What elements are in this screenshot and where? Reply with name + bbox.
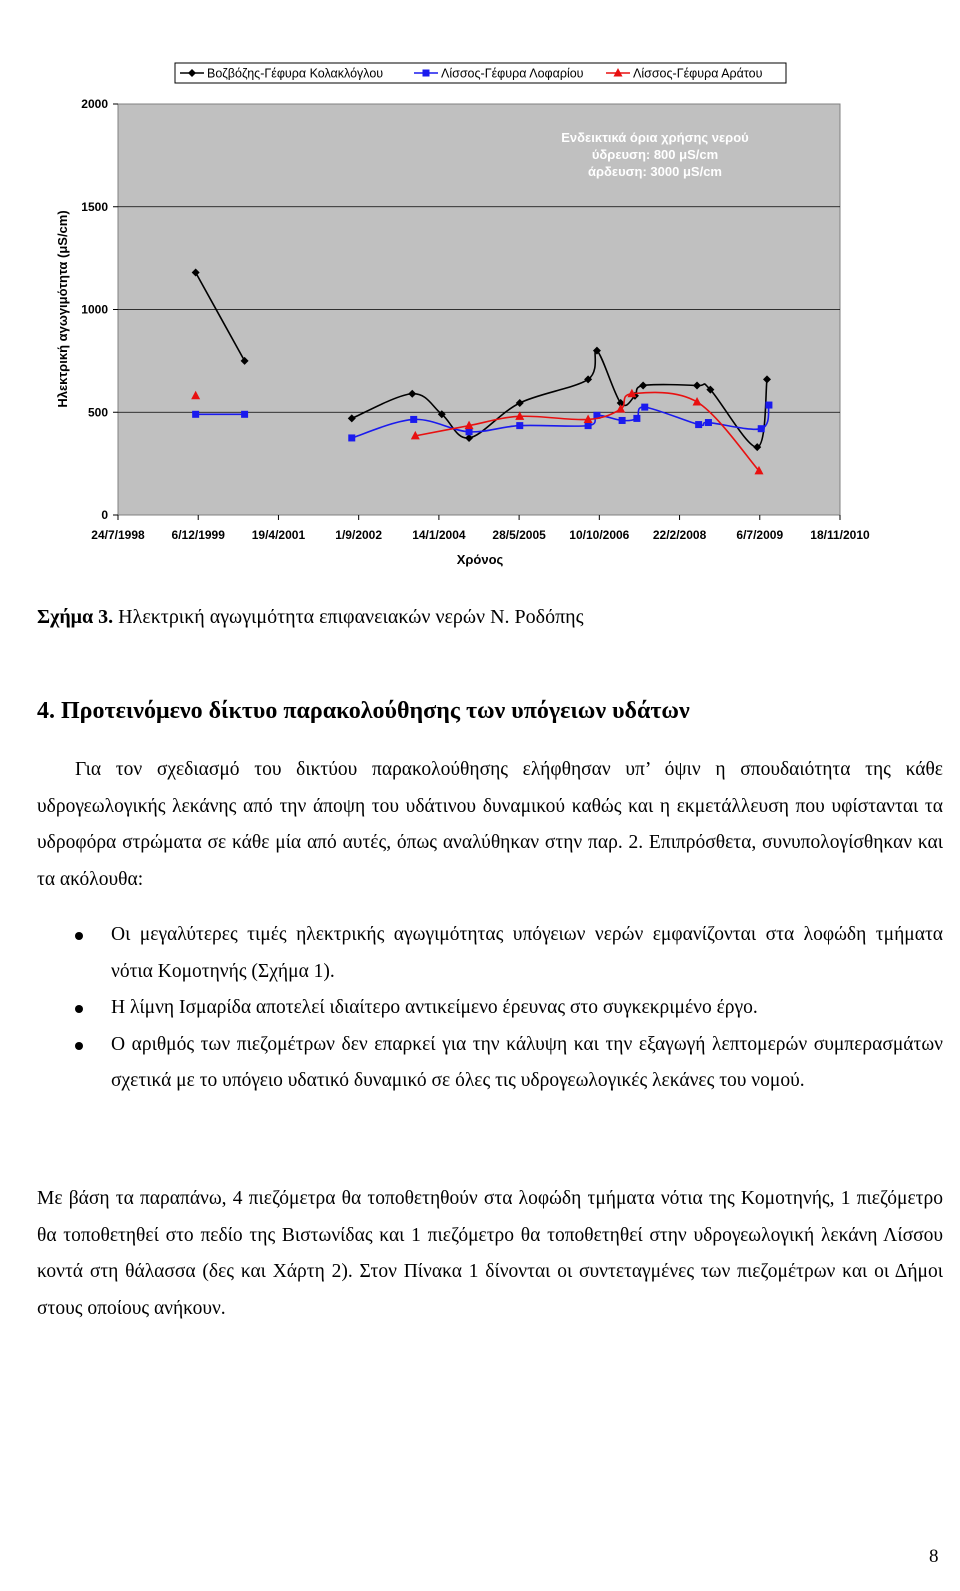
x-tick-label: 10/10/2006 (569, 528, 630, 542)
y-tick-label: 0 (101, 508, 108, 522)
series-point-2 (410, 416, 417, 423)
limits-annotation: ύδρευση: 800 μS/cm (591, 147, 719, 162)
x-tick-label: 28/5/2005 (492, 528, 546, 542)
x-tick-label: 24/7/1998 (91, 528, 145, 542)
paragraph-1: Για τον σχεδιασμό του δικτύου παρακολούθησης ελήφθησαν υπ’ όψιν η σπουδαιότητα της κάθε υδρογεωλογικής λεκάνης από την άποψη του υδάτινου δυναμικού καθώς και η εκμετάλλευση που υφίστανται τα υδροφόρα στρώματα σε κάθε μία από αυτές, όπως αναλύθηκαν στην παρ. 2. Επιπρόσθετα, συνυπολογίσθηκαν και τα ακόλουθα: (37, 759, 943, 890)
x-tick-label: 1/9/2002 (335, 528, 383, 542)
series-point-2 (641, 404, 648, 411)
legend-label: Βοζβόζης-Γέφυρα Κολακλόγλου (207, 66, 384, 81)
limits-annotation: Ενδεικτικά όρια χρήσης νερού (561, 130, 749, 145)
limits-annotation: άρδευση: 3000 μS/cm (588, 164, 722, 179)
bullet-item (37, 1027, 943, 1100)
caption-text: Ηλεκτρική αγωγιμότητα επιφανειακών νερών Ν. Ροδόπης (113, 606, 584, 628)
conductivity-chart (0, 0, 960, 590)
bullet-dot-icon (75, 1042, 83, 1050)
y-tick-label: 1000 (81, 302, 108, 317)
figure-caption (37, 606, 584, 629)
legend-label: Λίσσος-Γέφυρα Αράτου (633, 66, 763, 81)
bullet-list (37, 917, 943, 1100)
series-point-2 (585, 422, 592, 429)
legend-marker (423, 70, 430, 77)
legend-label: Λίσσος-Γέφυρα Λοφαρίου (441, 66, 584, 81)
bullet-dot-icon (75, 1005, 83, 1013)
x-tick-label: 14/1/2004 (412, 528, 466, 542)
y-tick-label: 1500 (81, 199, 108, 214)
paragraph-2: Με βάση τα παραπάνω, 4 πιεζόμετρα θα τοποθετηθούν στα λοφώδη τμήματα νότια της Κομοτηνής, 1 πιεζόμετρο θα τοποθετηθεί στο πεδίο της Βιστωνίδας και 1 πιεζόμετρο θα τοποθετηθεί στην υδρογεωλογική λεκάνη Λίσσου κοντά στη θάλασσα (δες και Χάρτη 2). Στον Πίνακα 1 δίνονται οι συντεταγμένες των πιεζομέτρων και οι Δήμοι στους οποίους ανήκουν. (37, 1188, 943, 1319)
page-number: 8 (929, 1546, 939, 1567)
bullet-text: Ο αριθμός των πιεζομέτρων δεν επαρκεί για την κάλυψη και την εξαγωγή λεπτομερών συμπερασμάτων σχετικά με το υπόγειο υδατικό δυναμικό σε όλες τις υδρογεωλογικές λεκάνες του νομού. (111, 1033, 943, 1091)
bullet-text: Η λίμνη Ισμαρίδα αποτελεί ιδιαίτερο αντικείμενο έρευνας στο συγκεκριμένο έργο. (111, 997, 758, 1018)
series-point-2 (619, 417, 626, 424)
bullet-text: Οι μεγαλύτερες τιμές ηλεκτρικής αγωγιμότητας υπόγειων νερών εμφανίζονται στα λοφώδη τμήματα νότια Κομοτηνής (Σχήμα 1). (111, 924, 943, 982)
series-point-2 (241, 411, 248, 418)
x-tick-label: 6/7/2009 (736, 528, 784, 542)
caption-label: Σχήμα 3. (37, 606, 114, 628)
series-point-2 (466, 428, 473, 435)
y-tick-label: 2000 (81, 97, 108, 111)
x-tick-label: 18/11/2010 (810, 528, 870, 542)
series-point-2 (516, 422, 523, 429)
series-point-2 (705, 419, 712, 426)
chart-svg (0, 0, 960, 590)
bullet-item (37, 917, 943, 990)
x-tick-label: 19/4/2001 (251, 528, 306, 542)
series-point-2 (348, 434, 355, 441)
x-axis-title: Χρόνος (456, 552, 504, 567)
y-axis-title: Ηλεκτρική αγωγιμότητα (μS/cm) (55, 210, 70, 408)
y-tick-label: 500 (87, 405, 108, 420)
bullet-dot-icon (75, 932, 83, 940)
x-tick-label: 6/12/1999 (171, 528, 225, 542)
series-point-2 (765, 402, 772, 409)
bullet-item (37, 990, 943, 1027)
series-point-2 (695, 421, 702, 428)
series-point-2 (192, 411, 199, 418)
section-heading: 4. Προτεινόμενο δίκτυο παρακολούθησης των υπόγειων υδάτων (37, 698, 690, 724)
series-point-2 (633, 415, 640, 422)
x-tick-label: 22/2/2008 (652, 528, 707, 542)
series-point-2 (758, 425, 765, 432)
